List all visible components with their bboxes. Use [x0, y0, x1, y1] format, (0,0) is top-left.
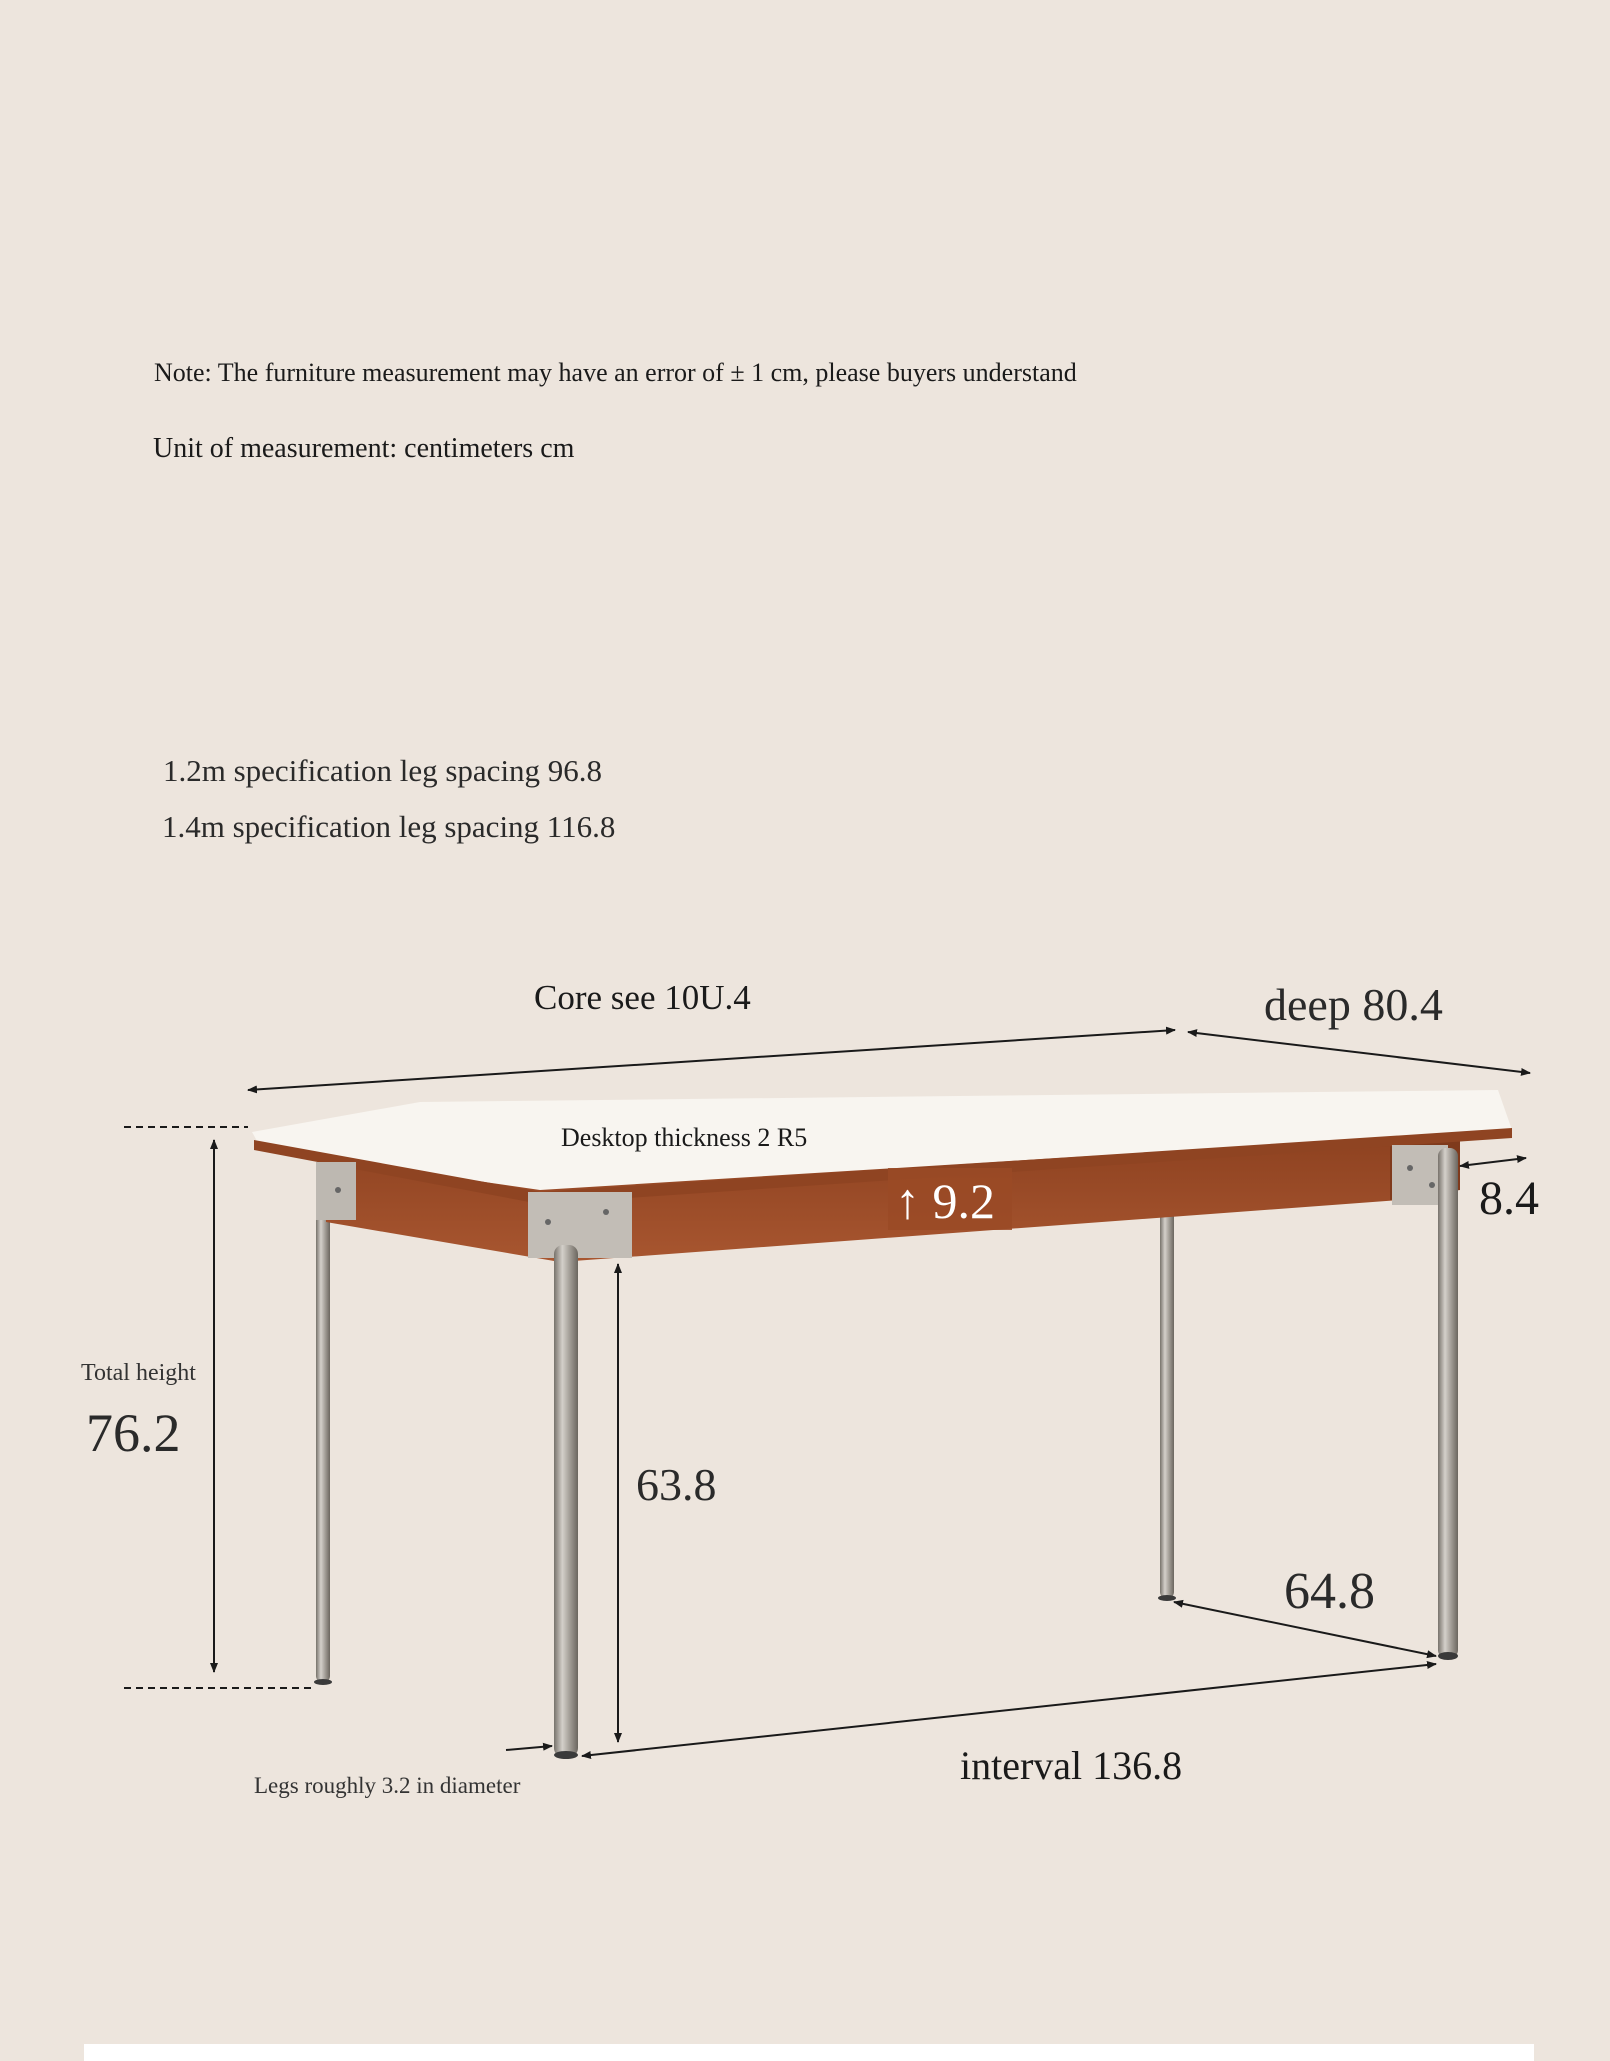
overhang-label: 8.4	[1479, 1172, 1539, 1225]
leg-diameter-label: Legs roughly 3.2 in diameter	[254, 1773, 521, 1798]
table-width-label: Core see 10U.4	[534, 978, 751, 1017]
apron-height-label: ↑ 9.2	[895, 1173, 995, 1229]
overhang-arrow	[1460, 1158, 1526, 1166]
bracket-front-left	[528, 1192, 632, 1258]
total-height-value: 76.2	[86, 1403, 181, 1463]
front-left-leg	[554, 1245, 578, 1757]
desktop-thickness-label: Desktop thickness 2 R5	[561, 1123, 808, 1152]
leg-interval-label: interval 136.8	[960, 1743, 1183, 1788]
deep-arrow	[1188, 1032, 1530, 1073]
unit-note: Unit of measurement: centimeters cm	[153, 433, 575, 464]
front-right-leg	[1438, 1148, 1458, 1658]
back-legs	[316, 1190, 1174, 1682]
leg-diameter-arrow	[506, 1746, 552, 1750]
total-height-caption: Total height	[81, 1360, 196, 1386]
bottom-white-strip	[84, 2044, 1534, 2061]
leg-depth-spacing-value: 64.8	[1284, 1563, 1375, 1620]
spec-1-2m-leg-spacing: 1.2m specification leg spacing 96.8	[163, 753, 603, 788]
table-depth-label: deep 80.4	[1264, 979, 1443, 1030]
spec-1-4m-leg-spacing: 1.4m specification leg spacing 116.8	[162, 809, 616, 844]
back-left-leg	[316, 1190, 330, 1682]
knee-clearance-value: 63.8	[636, 1459, 717, 1510]
width-arrow	[248, 1030, 1175, 1090]
back-right-leg	[1160, 1210, 1174, 1598]
measurement-error-note: Note: The furniture measurement may have an error of ± 1 cm, please buyers understand	[154, 358, 1077, 387]
